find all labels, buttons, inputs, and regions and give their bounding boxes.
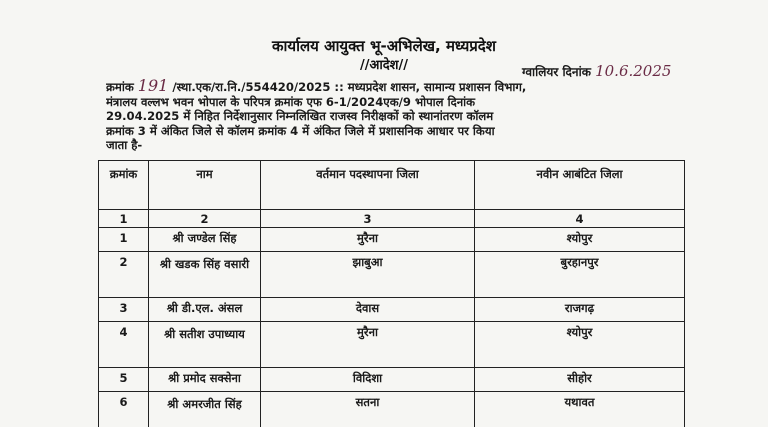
row-name: श्री सतीश उपाध्याय: [149, 322, 261, 368]
row-sno: 1: [99, 228, 149, 252]
order-line-4: क्रमांक 3 में अंकित जिले से कॉलम क्रमांक 4 में अंकित जिले में प्रशासनिक आधार पर किया: [106, 123, 495, 138]
table-row: [99, 228, 685, 252]
table-row: [99, 368, 685, 392]
order-title: //आदेश//: [359, 58, 409, 73]
order-line-3: 29.04.2025 में निहित निर्देशानुसार निम्नलिखित राजस्व निरीक्षकों को स्थानांतरण कॉलम: [106, 109, 494, 124]
column-number: 4: [475, 210, 685, 228]
table-row: [99, 298, 685, 322]
column-number: 2: [149, 210, 261, 228]
table-row: [99, 252, 685, 298]
order-line-1-rest: /स्था.एक/रा.नि./554420/2025 :: मध्यप्रदेश शासन, सामान्य प्रशासन विभाग,: [172, 80, 527, 94]
row-name: श्री अमरजीत सिंह: [149, 392, 261, 427]
header-name: नाम: [149, 161, 261, 210]
row-current-district: विदिशा: [261, 368, 475, 392]
row-current-district: सतना: [261, 392, 475, 427]
row-name: श्री जण्डेल सिंह: [149, 228, 261, 252]
row-name: श्री डी.एल. अंसल: [149, 298, 261, 322]
row-current-district: झाबुआ: [261, 252, 475, 298]
row-name: श्री खडक सिंह वसारी: [149, 252, 261, 298]
table-row: [99, 392, 685, 427]
column-number: 3: [261, 210, 475, 228]
column-number-row: [99, 210, 685, 228]
header-sno: क्रमांक: [99, 161, 149, 210]
order-line-1: [106, 79, 666, 95]
row-new-district: बुरहानपुर: [475, 252, 685, 298]
row-current-district: मुरैना: [261, 322, 475, 368]
row-sno: 6: [99, 392, 149, 427]
office-title: कार्यालय आयुक्त भू-अभिलेख, मध्यप्रदेश: [272, 37, 496, 55]
row-current-district: देवास: [261, 298, 475, 322]
row-current-district: मुरैना: [261, 228, 475, 252]
row-sno: 3: [99, 298, 149, 322]
place-date-label: ग्वालियर दिनांक: [522, 65, 591, 79]
place-date: [522, 62, 671, 80]
order-paragraph: [106, 79, 666, 153]
row-sno: 5: [99, 368, 149, 392]
handwritten-date: 10.6.2025: [595, 62, 672, 80]
handwritten-number: 191: [137, 79, 169, 95]
header-new-district: नवीन आबंटित जिला: [475, 161, 685, 210]
row-new-district: सीहोर: [475, 368, 685, 392]
table-header-row: [99, 161, 685, 210]
row-sno: 2: [99, 252, 149, 298]
row-sno: 4: [99, 322, 149, 368]
row-new-district: श्योपुर: [475, 322, 685, 368]
row-new-district: श्योपुर: [475, 228, 685, 252]
row-new-district: यथावत: [475, 392, 685, 427]
row-name: श्री प्रमोद सक्सेना: [149, 368, 261, 392]
column-number: 1: [99, 210, 149, 228]
table-row: [99, 322, 685, 368]
header-current-district: वर्तमान पदस्थापना जिला: [261, 161, 475, 210]
order-line-5: जाता है-: [106, 138, 143, 153]
row-new-district: राजगढ़: [475, 298, 685, 322]
kramank-label: क्रमांक: [106, 80, 134, 94]
transfer-table: [98, 160, 685, 427]
order-line-2: मंत्रालय वल्लभ भवन भोपाल के परिपत्र क्रमांक एफ 6-1/2024एक/9 भोपाल दिनांक: [106, 94, 476, 109]
